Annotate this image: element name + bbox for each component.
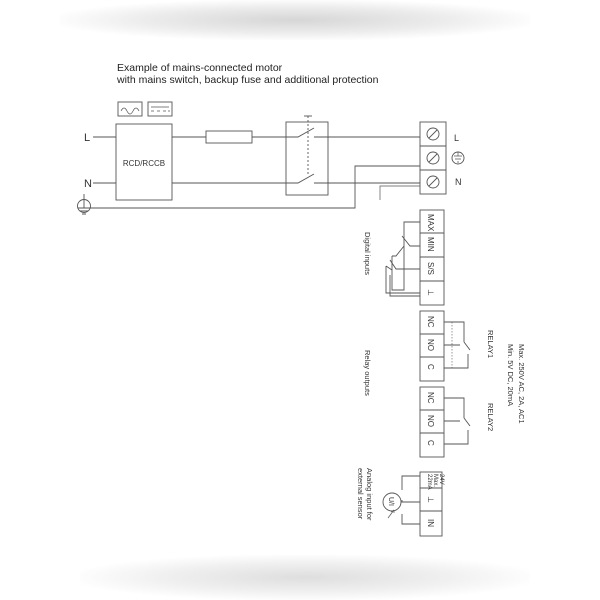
analog-title-1: Analog input for — [365, 468, 374, 521]
supply-max: Max. — [432, 474, 438, 488]
terminal-L-label: L — [454, 133, 460, 143]
terminal-max: MAX — [426, 214, 435, 232]
caption-line-2: with mains switch, backup fuse and additional protection — [117, 74, 379, 86]
rcd-label: RCD/RCCB — [122, 159, 166, 168]
terminal-ground-di: ⊥ — [426, 289, 435, 296]
sensor-label: U/I — [387, 497, 394, 506]
analog-in: IN — [426, 519, 435, 527]
supply-22ma: 22mA — [426, 474, 432, 490]
relay1-nc: NC — [426, 316, 435, 328]
terminal-ss: S/S — [426, 262, 435, 275]
terminal-min: MIN — [426, 237, 435, 252]
relay-rating-1: Max. 250V AC, 2A, AC1 — [517, 344, 526, 424]
relay-outputs-title: Relay outputs — [363, 350, 372, 396]
relay2-label: RELAY2 — [486, 403, 495, 432]
relay1-no: NO — [426, 339, 435, 351]
line-L-label: L — [84, 132, 91, 144]
relay2-nc: NC — [426, 392, 435, 404]
supply-24v: 24V — [438, 474, 444, 485]
relay1-label: RELAY1 — [486, 330, 495, 359]
analog-title-2: external sensor — [356, 468, 365, 520]
mains-switch — [286, 122, 328, 195]
relay2-no: NO — [426, 415, 435, 427]
line-N-label: N — [84, 178, 92, 190]
caption-line-1: Example of mains-connected motor — [117, 62, 283, 74]
relay2-c: C — [426, 440, 435, 446]
digital-inputs-title: Digital inputs — [363, 232, 372, 275]
analog-ground: ⊥ — [426, 496, 435, 503]
relay1-c: C — [426, 364, 435, 370]
backup-fuse — [206, 131, 252, 143]
terminal-N-label: N — [455, 177, 462, 187]
rcd-dc-icon — [148, 102, 172, 116]
relay-rating-2: Min. 5V DC, 20mA — [506, 344, 515, 407]
